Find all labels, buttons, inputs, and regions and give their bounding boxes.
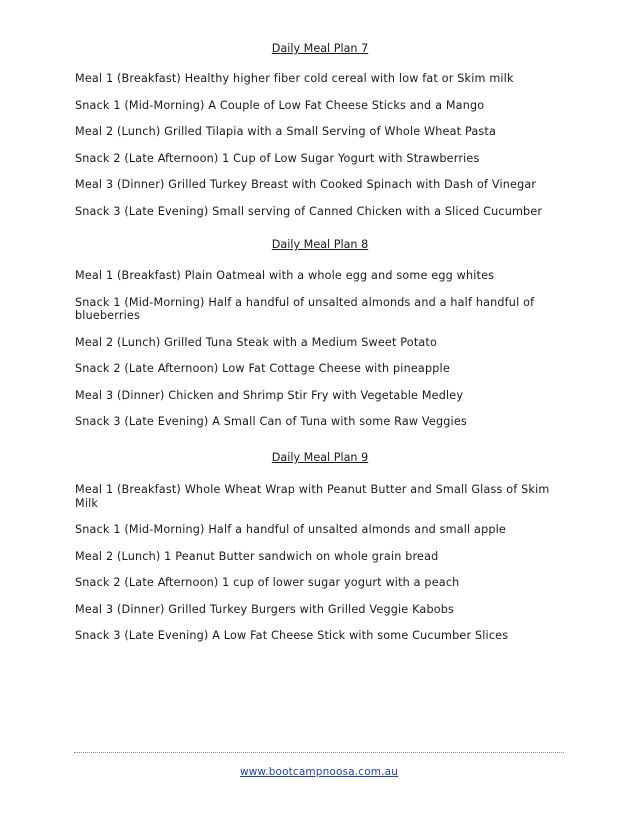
plan-entry: Meal 2 (Lunch) Grilled Tilapia with a Small Serving of Whole Wheat Pasta [75, 125, 497, 138]
plan-entry: Meal 3 (Dinner) Grilled Turkey Breast with Cooked Spinach with Dash of Vinegar [75, 178, 537, 191]
plan-entry: Snack 1 (Mid-Morning) Half a handful of unsalted almonds and a half handful of blueberries [75, 295, 535, 322]
plan-entry: Snack 2 (Late Afternoon) 1 Cup of Low Sugar Yogurt with Strawberries [75, 151, 480, 165]
plan-entries [75, 72, 565, 218]
meal-plan-8 [75, 238, 565, 442]
plan-entry: Snack 2 (Late Afternoon) 1 cup of lower sugar yogurt with a peach [75, 576, 460, 589]
plan-entry: Meal 1 (Breakfast) Plain Oatmeal with a whole egg and some egg whites [75, 269, 495, 282]
footer-website-link[interactable]: www.bootcampnoosa.com.au [239, 766, 399, 778]
plan-entry: Meal 3 (Dinner) Grilled Turkey Burgers with Grilled Veggie Kabobs [75, 602, 455, 616]
plan-entry: Meal 2 (Lunch) Grilled Tuna Steak with a Medium Sweet Potato [75, 335, 438, 349]
meal-plan-7 [75, 42, 565, 231]
plan-entry: Meal 1 (Breakfast) Whole Wheat Wrap with Peanut Butter and Small Glass of Skim Milk [75, 483, 550, 510]
plan-entry: Meal 3 (Dinner) Chicken and Shrimp Stir Fry with Vegetable Medley [75, 388, 464, 402]
plan-entry: Snack 1 (Mid-Morning) Half a handful of unsalted almonds and small apple [75, 523, 506, 536]
plan-entry: Snack 3 (Late Evening) A Low Fat Cheese Stick with some Cucumber Slices [75, 629, 509, 642]
plan-entry: Meal 2 (Lunch) 1 Peanut Butter sandwich on whole grain bread [75, 549, 439, 563]
plan-entry: Snack 3 (Late Evening) Small serving of Canned Chicken with a Sliced Cucumber [75, 204, 543, 218]
plan-title: Daily Meal Plan 9 [271, 451, 369, 464]
plan-entry: Snack 3 (Late Evening) A Small Can of Tuna with some Raw Veggies [75, 415, 467, 428]
plan-entry: Snack 2 (Late Afternoon) Low Fat Cottage Cheese with pineapple [75, 362, 450, 375]
plan-title: Daily Meal Plan 8 [271, 238, 369, 251]
plan-title: Daily Meal Plan 7 [271, 42, 369, 55]
plan-entry: Meal 1 (Breakfast) Healthy higher fiber cold cereal with low fat or Skim milk [75, 72, 514, 85]
meal-plan-9 [75, 451, 565, 656]
plan-entries [75, 269, 565, 429]
footer-divider [74, 752, 564, 753]
plan-entries [75, 483, 565, 643]
plan-entry: Snack 1 (Mid-Morning) A Couple of Low Fat Cheese Sticks and a Mango [75, 98, 485, 112]
